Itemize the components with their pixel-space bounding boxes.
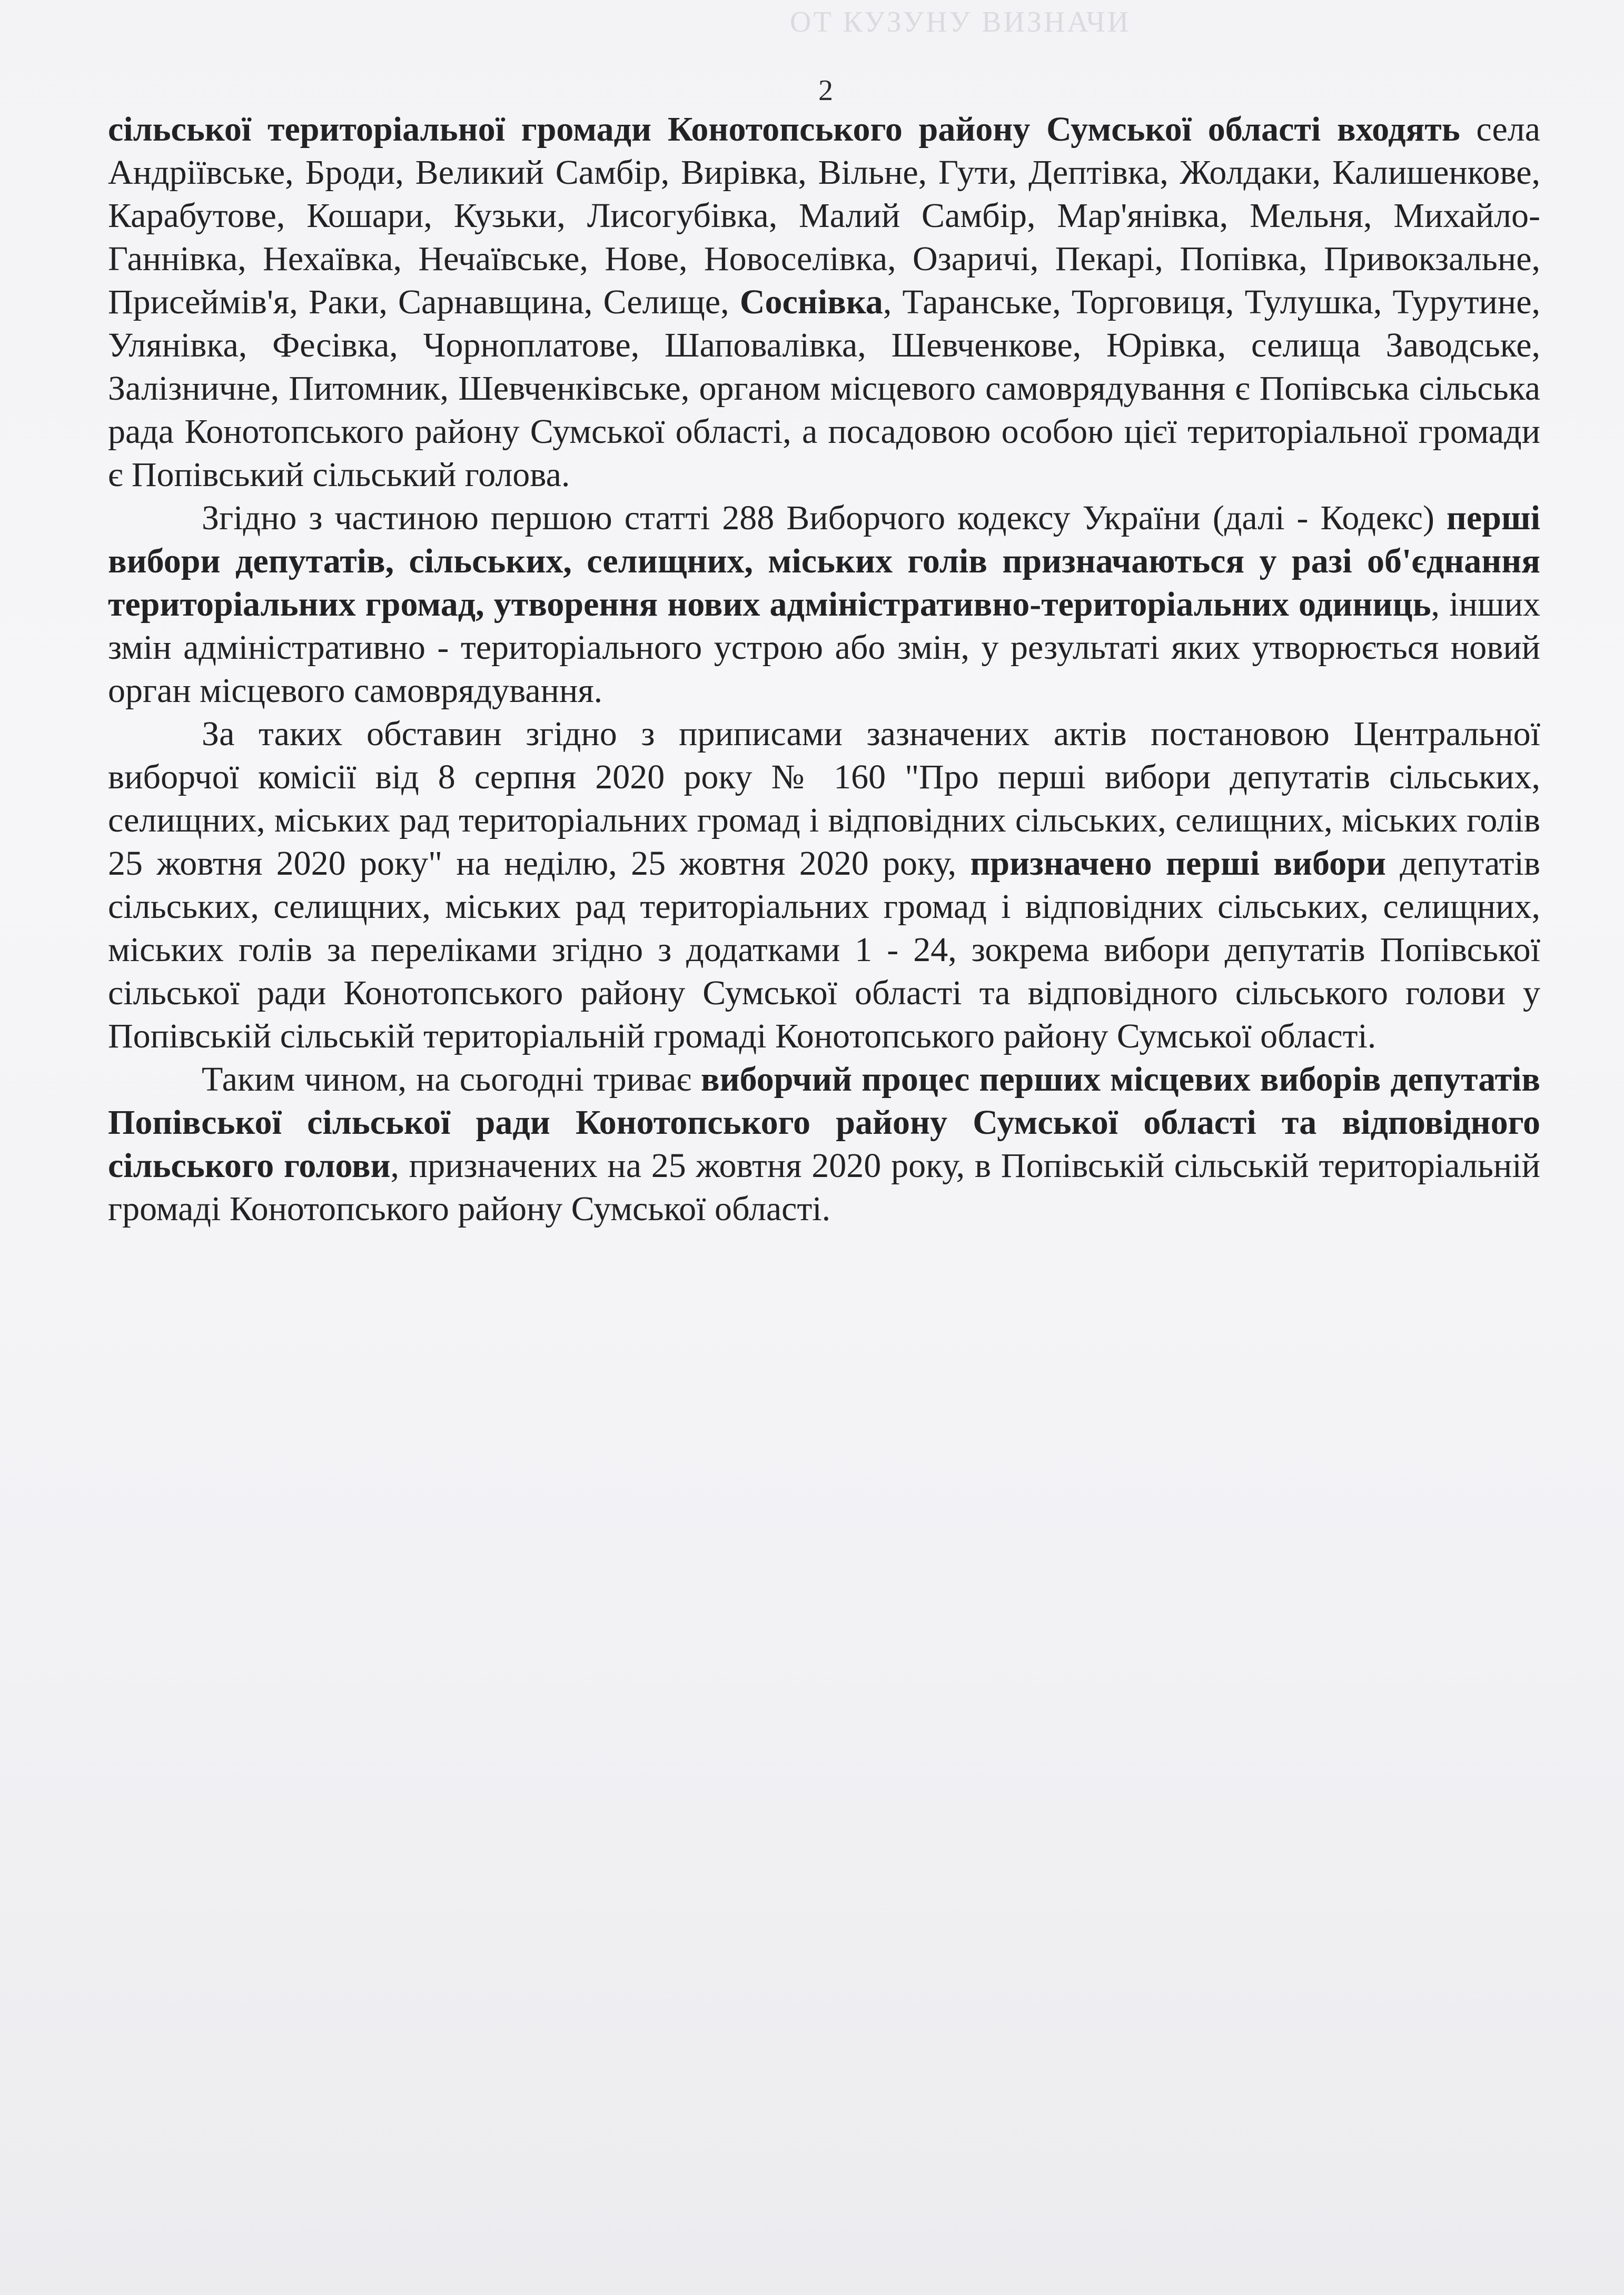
text-run: перші вибори депутатів, сільських, селищних, міських голів призначаються у разі об'єднання територіальних громад, утворення нових адміністративно-територіальних одиниць (108, 499, 1540, 624)
paragraph (108, 713, 1540, 1058)
text-run: призначено перші вибори (970, 844, 1386, 883)
text-run: виборчий процес перших місцевих виборів депутатів Попівської сільської ради Конотопського району Сумської області та відповідного сільського голови (108, 1060, 1540, 1185)
paragraph (108, 497, 1540, 713)
text-run: , Таранське, Торговиця, Тулушка, Турутине, Улянівка, Фесівка, Чорноплатове, Шаповалівка, Шевченкове, Юрівка, селища Заводське, Залізничне, Питомник, Шевченківське, органом місцевого самоврядування є Попівська сільська рада Конотопського району Сумської області, а посадовою особою цієї територіальної громади є Попівський сільський голова. (108, 283, 1540, 494)
paragraph (108, 108, 1540, 497)
bleed-through-text: ОТ КУЗУНУ ВИЗНАЧИ (790, 6, 1131, 38)
text-run: села Андріївське, Броди, Великий Самбір, Вирівка, Вільне, Гути, Дептівка, Жолдаки, Калишенкове, Карабутове, Кошари, Кузьки, Лисогубівка, Малий Самбір, Мар'янівка, Мельня, Михайло-Ганнівка, Нехаївка, Нечаївське, Нове, Новоселівка, Озаричі, Пекарі, Попівка, Привокзальне, Присеймів'я, Раки, Сарнавщина, Селище, (108, 110, 1540, 321)
text-run: Згідно з частиною першою статті 288 Виборчого кодексу України (далі - Кодекс) (202, 499, 1447, 537)
page-number: 2 (818, 74, 833, 107)
text-run: Соснівка (739, 283, 883, 321)
text-run: За таких обставин згідно з приписами зазначених актів постановою Центральної виборчої комісії від 8 серпня 2020 року № 160 "Про перші вибори депутатів сільських, селищних, міських рад територіальних громад і відповідних сільських, селищних, міських голів 25 жовтня 2020 року" на неділю, 25 жовтня 2020 року, (108, 715, 1540, 883)
text-run: , інших змін адміністративно - територіального устрою або змін, у результаті яких утворюється новий орган місцевого самоврядування. (108, 585, 1540, 710)
document-body (108, 108, 1540, 1231)
text-run: , призначених на 25 жовтня 2020 року, в Попівській сільській територіальній громаді Конотопського району Сумської області. (108, 1146, 1540, 1228)
text-run: Таким чином, на сьогодні триває (202, 1060, 701, 1099)
text-run: депутатів сільських, селищних, міських рад територіальних громад і відповідних сільських, селищних, міських голів за переліками згідно з додатками 1 - 24, зокрема вибори депутатів Попівської сільської ради Конотопського району Сумської області та відповідного сільського голови у Попівській сільській територіальній громаді Конотопського району Сумської області. (108, 844, 1541, 1055)
paragraph (108, 1058, 1540, 1231)
text-run: сільської територіальної громади Конотопського району Сумської області входять (108, 110, 1460, 149)
